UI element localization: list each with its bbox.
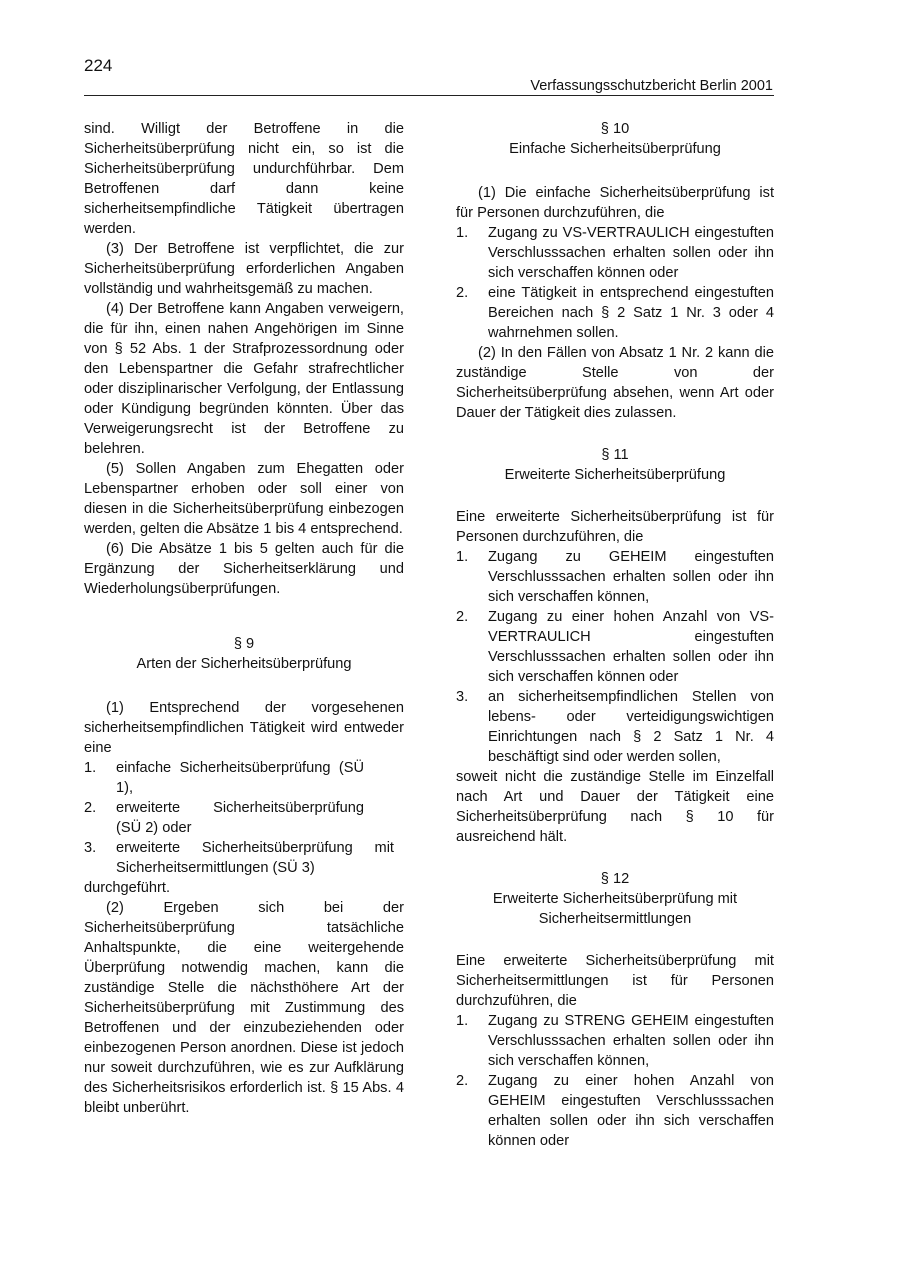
list-item-text: Zugang zu GEHEIM eingestuften Verschlusssachen erhalten sollen oder ihn sich verschaffen können,: [488, 549, 774, 605]
list-item-number: 1.: [456, 549, 469, 565]
section-10-title: Einfache Sicherheitsüberprüfung: [509, 141, 721, 157]
list-item-number: 1.: [84, 760, 97, 776]
list-item: [84, 838, 404, 878]
list-item-number: 1.: [456, 225, 469, 241]
section-11-list: [456, 547, 774, 767]
list-item-number: 2.: [456, 285, 469, 301]
header-rule: [84, 95, 774, 96]
list-item-text: einfache Sicherheitsüberprüfung (SÜ 1),: [116, 760, 364, 796]
section-12-number: § 12: [600, 871, 630, 887]
paragraph-6: (6) Die Absätze 1 bis 5 gelten auch für die Ergänzung der Sicherheitserklärung und Wiederholungsüberprüfungen.: [84, 541, 404, 597]
section-9-title: Arten der Sicherheitsüberprüfung: [136, 656, 352, 672]
section-9-number: § 9: [233, 636, 255, 652]
list-item-text: Zugang zu einer hohen Anzahl von VS-VERTRAULICH eingestuften Verschlusssachen erhalten sollen oder ihn sich verschaffen können oder: [488, 609, 774, 685]
list-item-number: 2.: [456, 609, 469, 625]
list-item-number: 2.: [84, 800, 97, 816]
list-item-text: Zugang zu VS-VERTRAULICH eingestuften Verschlusssachen erhalten sollen oder ihn sich verschaffen können oder: [488, 225, 774, 281]
page-number: 224: [84, 56, 113, 75]
section-12-list: [456, 1011, 774, 1151]
section-10-paragraph-2: (2) In den Fällen von Absatz 1 Nr. 2 kann die zuständige Stelle von der Sicherheitsüberprüfung absehen, wenn Art oder Dauer der Tätigkeit dies zulassen.: [456, 345, 774, 421]
section-9-paragraph-1: (1) Entsprechend der vorgesehenen sicherheitsempfindlichen Tätigkeit wird entweder eine: [84, 700, 404, 756]
list-item: [456, 223, 774, 283]
intro-paragraph: sind. Willigt der Betroffene in die Sicherheitsüberprüfung nicht ein, so ist die Sicherheitsüberprüfung undurchführbar. Dem Betroffenen darf dann keine sicherheitsempfindliche Tätigkeit übertragen werden.: [84, 121, 404, 237]
list-item-number: 3.: [456, 689, 469, 705]
paragraph-3: (3) Der Betroffene ist verpflichtet, die zur Sicherheitsüberprüfung erforderlichen Angaben vollständig und wahrheitsgemäß zu machen.: [84, 241, 404, 297]
list-item-text: erweiterte Sicherheitsüberprüfung (SÜ 2) oder: [116, 800, 364, 836]
right-column: [456, 119, 774, 1151]
left-column: [84, 119, 404, 1118]
list-item: [456, 1011, 774, 1071]
list-item: [456, 1071, 774, 1151]
list-item: [456, 687, 774, 767]
section-9-list: [84, 758, 404, 878]
list-item-text: Zugang zu STRENG GEHEIM eingestuften Verschlusssachen erhalten sollen oder ihn sich verschaffen können,: [488, 1013, 774, 1069]
list-item-text: eine Tätigkeit in entsprechend eingestuften Bereichen nach § 2 Satz 1 Nr. 3 oder 4 wahrnehmen sollen.: [488, 285, 774, 341]
section-10-number: § 10: [600, 121, 630, 137]
list-item-text: an sicherheitsempfindlichen Stellen von lebens- oder verteidigungswichtigen Einrichtungen nach § 2 Satz 1 Nr. 4 beschäftigt sind oder werden sollen,: [488, 689, 774, 765]
list-item-number: 3.: [84, 840, 97, 856]
section-11-title: Erweiterte Sicherheitsüberprüfung: [504, 467, 726, 483]
list-item: [456, 547, 774, 607]
section-10-list: [456, 223, 774, 343]
list-item: [84, 758, 404, 798]
section-12-title: Erweiterte Sicherheitsüberprüfung mit Sicherheitsermittlungen: [492, 891, 738, 927]
list-item: [456, 283, 774, 343]
section-9-list-conclusion: durchgeführt.: [84, 880, 170, 896]
list-item-text: erweiterte Sicherheitsüberprüfung mit Sicherheitsermittlungen (SÜ 3): [116, 840, 394, 876]
section-9-paragraph-2: (2) Ergeben sich bei der Sicherheitsüberprüfung tatsächliche Anhaltspunkte, die eine weitergehende Überprüfung notwendig machen, kann die zuständige Stelle die nächsthöhere Art der Sicherheitsüberprüfung mit Zustimmung des Betroffenen und der einzubeziehenden oder einbezogenen Person anordnen. Diese ist jedoch nur soweit durchzuführen, wie es zur Aufklärung des Sicherheitsrisikos erforderlich ist. § 15 Abs. 4 bleibt unberührt.: [84, 900, 404, 1116]
section-12-paragraph-1: Eine erweiterte Sicherheitsüberprüfung mit Sicherheitsermittlungen ist für Personen durchzuführen, die: [456, 953, 774, 1009]
running-header: Verfassungsschutzbericht Berlin 2001: [530, 78, 773, 94]
section-11-conclusion: soweit nicht die zuständige Stelle im Einzelfall nach Art und Dauer der Tätigkeit eine Sicherheitsüberprüfung nach § 10 für ausreichend hält.: [456, 769, 774, 845]
section-11-paragraph-1: Eine erweiterte Sicherheitsüberprüfung ist für Personen durchzuführen, die: [456, 509, 774, 545]
list-item-text: Zugang zu einer hohen Anzahl von GEHEIM eingestuften Verschlusssachen erhalten sollen oder ihn sich verschaffen können oder: [488, 1073, 774, 1149]
list-item-number: 1.: [456, 1013, 469, 1029]
paragraph-5: (5) Sollen Angaben zum Ehegatten oder Lebenspartner erhoben oder soll einer von diesen in die Sicherheitsüberprüfung einbezogen werden, gelten die Absätze 1 bis 4 entsprechend.: [84, 461, 404, 537]
section-10-paragraph-1: (1) Die einfache Sicherheitsüberprüfung ist für Personen durchzuführen, die: [456, 185, 774, 221]
list-item-number: 2.: [456, 1073, 469, 1089]
list-item: [456, 607, 774, 687]
paragraph-4: (4) Der Betroffene kann Angaben verweigern, die für ihn, einen nahen Angehörigen im Sinne von § 52 Abs. 1 der Strafprozessordnung oder den Lebenspartner die Gefahr strafrechtlicher oder disziplinarischer Verfolgung, der Entlassung oder Kündigung begründen könnten. Über das Verweigerungsrecht ist der Betroffene zu belehren.: [84, 301, 404, 457]
section-11-number: § 11: [601, 447, 629, 463]
list-item: [84, 798, 404, 838]
